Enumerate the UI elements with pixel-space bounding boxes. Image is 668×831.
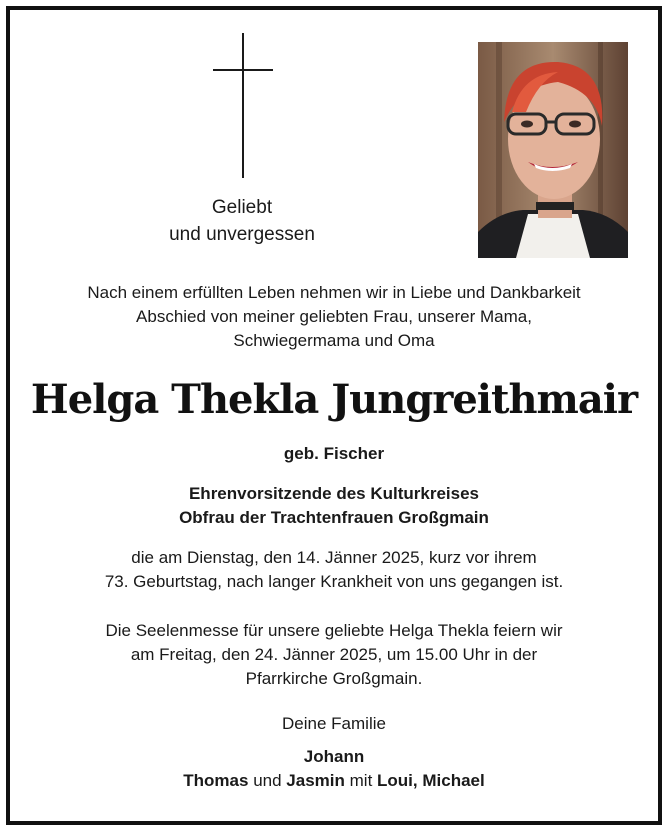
- service-line-1: Die Seelenmesse für unsere geliebte Helga Thekla feiern wir: [105, 621, 563, 640]
- family-child-2: Jasmin: [286, 771, 345, 790]
- role-line-2: Obfrau der Trachtenfrauen Großgmain: [179, 508, 489, 527]
- maiden-name: geb. Fischer: [283, 444, 385, 463]
- motto-line-2: und unvergessen: [169, 224, 315, 245]
- family-connector-and: und: [253, 771, 282, 790]
- deceased-name: Helga Thekla Jungreithmair: [30, 376, 638, 423]
- family-children-line: [0, 769, 668, 793]
- family-label: Deine Familie: [282, 714, 386, 733]
- motto-line-1: Geliebt: [211, 197, 273, 218]
- family-spouse: Johann: [303, 747, 365, 766]
- family-grandchildren: Loui, Michael: [377, 771, 485, 790]
- death-notice-line-2: 73. Geburtstag, nach langer Krankheit von uns gegangen ist.: [104, 572, 564, 591]
- role-line-1: Ehrenvorsitzende des Kulturkreises: [188, 484, 480, 503]
- service-line-3: Pfarrkirche Großgmain.: [245, 669, 423, 688]
- family-connector-with: mit: [349, 771, 373, 790]
- intro-line-2: Abschied von meiner geliebten Frau, unserer Mama,: [136, 307, 532, 326]
- intro-line-3: Schwiegermama und Oma: [233, 331, 435, 350]
- service-line-2: am Freitag, den 24. Jänner 2025, um 15.00 Uhr in der: [130, 645, 538, 664]
- intro-line-1: Nach einem erfüllten Leben nehmen wir in Liebe und Dankbarkeit: [87, 283, 581, 302]
- portrait-photo: [478, 42, 628, 258]
- family-child-1: Thomas: [183, 771, 249, 790]
- death-notice-line-1: die am Dienstag, den 14. Jänner 2025, kurz vor ihrem: [131, 548, 537, 567]
